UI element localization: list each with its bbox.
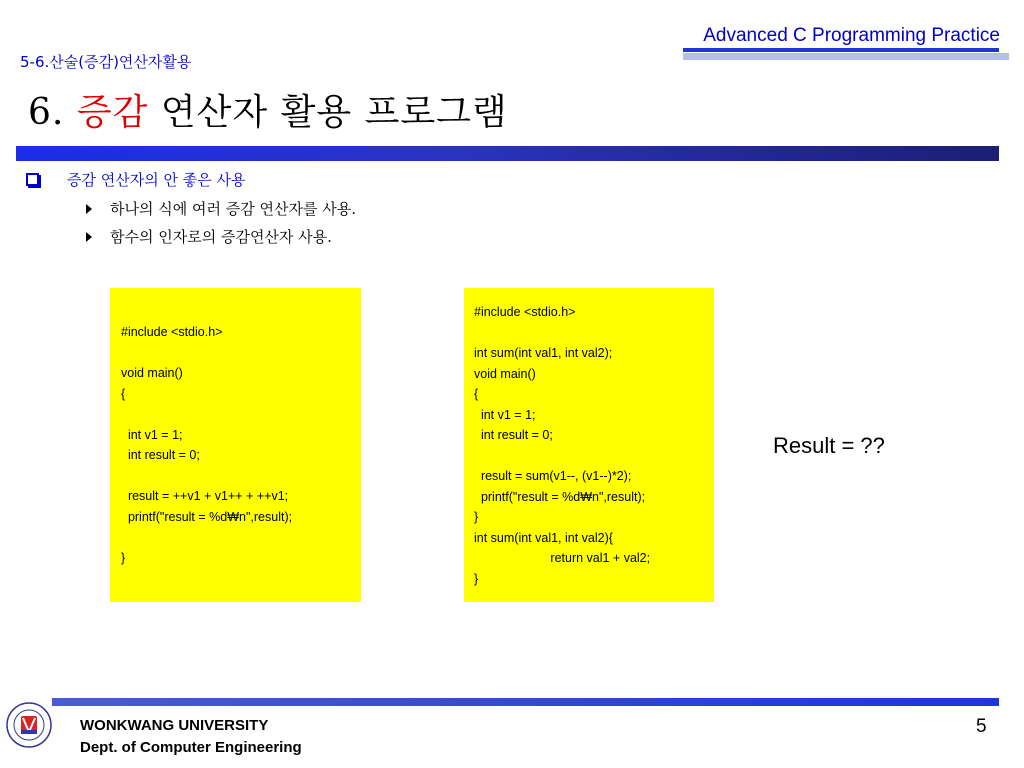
code-example-increment: [110, 288, 361, 602]
triangle-bullet-icon: [86, 232, 92, 242]
footer-university: WONKWANG UNIVERSITY: [80, 717, 269, 734]
bullet-item: [26, 169, 245, 190]
title-rest: 연산자 활용 프로그램: [160, 92, 508, 133]
sub-bullet-text: 하나의 식에 여러 증감 연산자를 사용.: [110, 200, 356, 218]
code-text: #include <stdio.h> int sum(int val1, int val2); void main() { int v1 = 1; int result = 0; result = sum(v1--, (v1--)*2); printf("result = %d₩n",result); } int sum(int val1, int val2){ return val1 + val2; }: [474, 305, 651, 586]
footer-department: Dept. of Computer Engineering: [80, 739, 302, 756]
section-label: 5-6.산술(증감)연산자활용: [20, 53, 192, 71]
sub-bullet-item: [86, 198, 356, 219]
title-number: 6.: [28, 92, 65, 133]
title-highlight: 증감: [76, 92, 149, 133]
code-text: #include <stdio.h> void main() { int v1 = 1; int result = 0; result = ++v1 + v1++ + ++v1; printf("result = %d₩n",result); }: [121, 325, 293, 565]
footer-rule: [52, 698, 999, 706]
university-seal-icon: [6, 702, 52, 748]
bullet-text: 증감 연산자의 안 좋은 사용: [67, 171, 246, 189]
code-example-function-args: [464, 288, 714, 602]
square-bullet-icon: [26, 173, 39, 186]
sub-bullet-text: 함수의 인자로의 증감연산자 사용.: [110, 228, 332, 246]
header-rule-shadow: [683, 53, 1009, 60]
page-number: 5: [976, 716, 987, 737]
course-title: Advanced C Programming Practice: [703, 25, 1000, 46]
title-divider-bar: [16, 146, 999, 161]
header-rule: [683, 48, 999, 52]
sub-bullet-item: [86, 226, 332, 247]
triangle-bullet-icon: [86, 204, 92, 214]
slide-title: [28, 84, 508, 135]
result-question: Result = ??: [773, 433, 885, 458]
